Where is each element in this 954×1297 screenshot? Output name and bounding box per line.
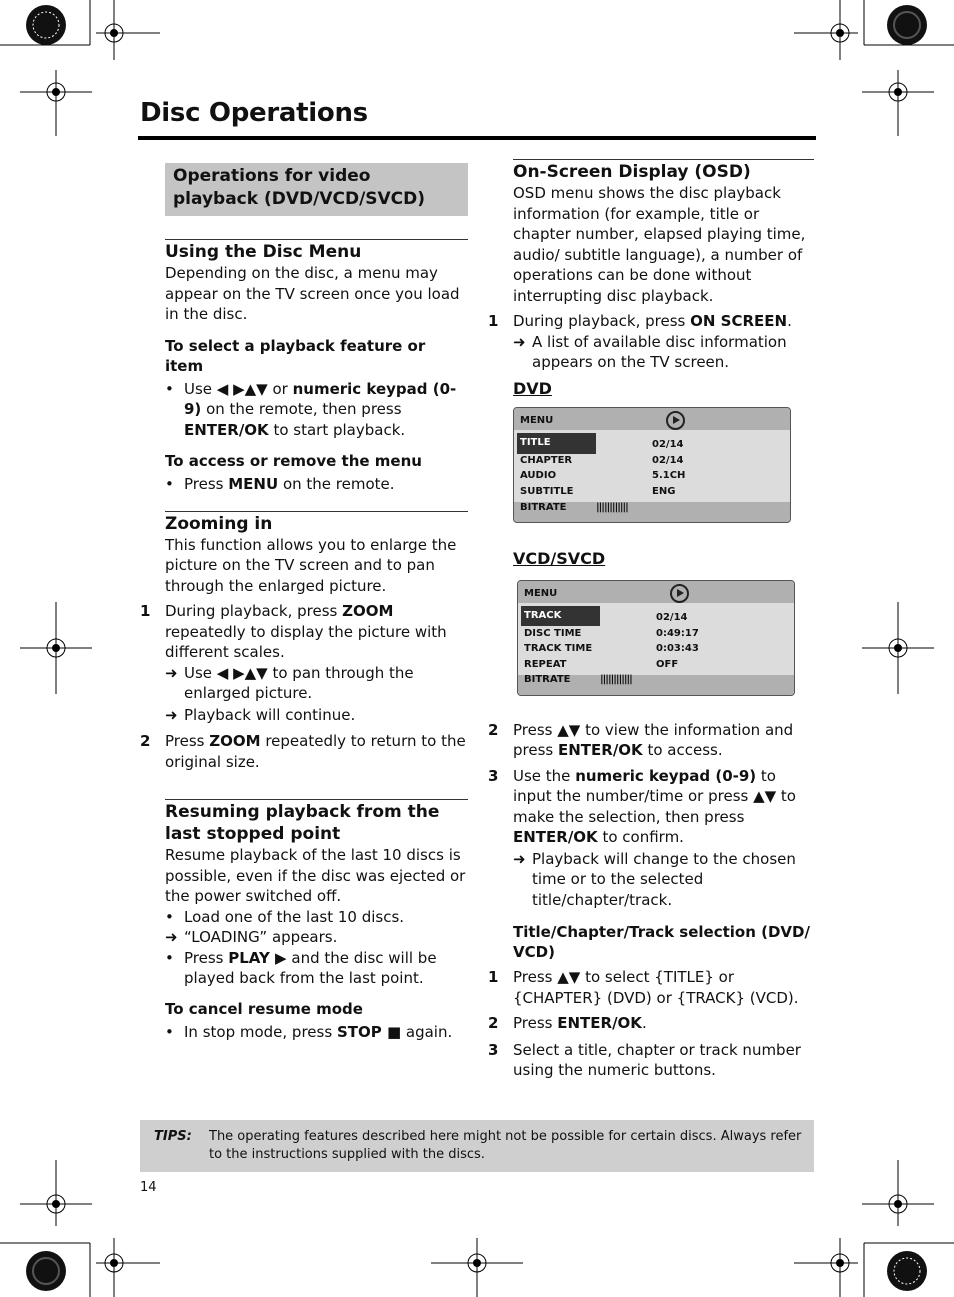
right-column [488,159,814,1081]
osd-row-label: REPEAT [524,658,567,670]
page-title: Disc Operations [140,98,368,128]
dvd-label: DVD [513,378,552,398]
osd-row-value: OFF [656,658,679,670]
title-rule [138,136,816,140]
section-box: Operations for video playback (DVD/VCD/SVCD) [165,163,468,216]
osd-row-value: 02/14 [652,439,684,450]
left-column [140,163,468,1042]
osd-row-value: 02/14 [652,455,684,466]
access-menu-subheading: To access or remove the menu [165,452,422,470]
list-item: 1 During playback, press ZOOM repeatedly to display the picture with different scales. [140,602,447,661]
osd-row-label: DISC TIME [524,627,582,639]
osd-menu-label: MENU [524,587,558,599]
arrow-item: ➜ Playback will change to the chosen time or to the selected title/chapter/track. [513,849,796,909]
osd-bitrate-label: BITRATE [520,501,567,513]
arrow-item: ➜ Playback will continue. [165,705,356,724]
tips-text: The operating features described here might not be possible for certain discs. Always refer to the instructions supplied with the discs. [209,1129,802,1162]
list-item: 1 Press ▲▼ to select {TITLE} or {CHAPTER} (DVD) or {TRACK} (VCD). [488,968,799,1007]
arrow-item: ➜ “LOADING” appears. [165,928,338,946]
select-feature-subheading: To select a playback feature or item [165,336,426,375]
page-number: 14 [140,1180,157,1195]
vcd-osd-panel [517,580,795,696]
list-item: 2 Press ▲▼ to view the information and press ENTER/OK to access. [488,720,794,759]
osd-row-value: ENG [652,486,676,497]
osd-bitrate-label: BITRATE [524,674,571,685]
disc-menu-intro: Depending on the disc, a menu may appear on the TV screen once you load in the disc. [165,264,460,323]
list-item: • In stop mode, press STOP ■ again. [165,1022,453,1041]
osd-row-value: 02/14 [656,611,688,623]
osd-row-value: 0:49:17 [656,627,699,639]
resume-intro: Resume playback of the last 10 discs is possible, even if the disc was ejected or the power switched off. [165,846,466,905]
play-icon [666,411,685,430]
osd-row-label: AUDIO [520,470,557,481]
resume-heading: Resuming playback from the last stopped point [165,799,468,845]
list-item: 3 Use the numeric keypad (0-9) to input the number/time or press ▲▼ to make the selection, then press ENTER/OK to confirm. [488,766,796,846]
osd-row-label: CHAPTER [520,455,573,466]
cancel-resume-subheading: To cancel resume mode [165,999,363,1018]
tips-label: TIPS: [154,1129,192,1144]
arrow-item: ➜ Use ◀ ▶▲▼ to pan through the enlarged picture. [165,663,414,702]
list-item: • Press PLAY ▶ and the disc will be played back from the last point. [165,948,437,987]
selection-subheading: Title/Chapter/Track selection (DVD/ VCD) [513,923,810,961]
list-item: 2 Press ZOOM repeatedly to return to the original size. [140,732,466,771]
osd-row-label: TRACK TIME [524,642,593,654]
list-item: 3 Select a title, chapter or track number using the numeric buttons. [488,1040,801,1079]
osd-intro: OSD menu shows the disc playback information (for example, title or chapter number, elapsed playing time, audio/ subtitle language), a number of operations can be done without interrupting disc playback. [513,184,806,305]
osd-row-value: 0:03:43 [656,642,699,654]
bitrate-bars: |||||||||||| [596,501,628,513]
tips-box [140,1120,814,1172]
vcd-label: VCD/SVCD [513,549,606,568]
list-item: 1 During playback, press ON SCREEN. [488,312,792,330]
osd-row-label: TRACK [521,606,600,627]
dvd-osd-panel [513,407,791,523]
osd-row-label: SUBTITLE [520,486,574,497]
list-item: • Use ◀ ▶▲▼ or numeric keypad (0-9) on the remote, then press ENTER/OK to start playback. [165,379,457,439]
osd-menu-label: MENU [520,415,554,426]
bitrate-bars: |||||||||||| [600,674,632,685]
osd-row-label: TITLE [517,433,596,454]
osd-row-value: 5.1CH [652,470,686,481]
zoom-heading: Zooming in [165,511,468,535]
list-item: • Press MENU on the remote. [165,475,395,493]
disc-menu-heading: Using the Disc Menu [165,239,468,263]
list-item: • Load one of the last 10 discs. [165,907,405,926]
list-item: 2 Press ENTER/OK. [488,1014,647,1032]
arrow-item: ➜ A list of available disc information appears on the TV screen. [513,332,787,371]
osd-heading: On-Screen Display (OSD) [513,159,814,183]
play-icon [670,584,689,603]
zoom-intro: This function allows you to enlarge the picture on the TV screen and to pan through the enlarged picture. [165,535,457,595]
